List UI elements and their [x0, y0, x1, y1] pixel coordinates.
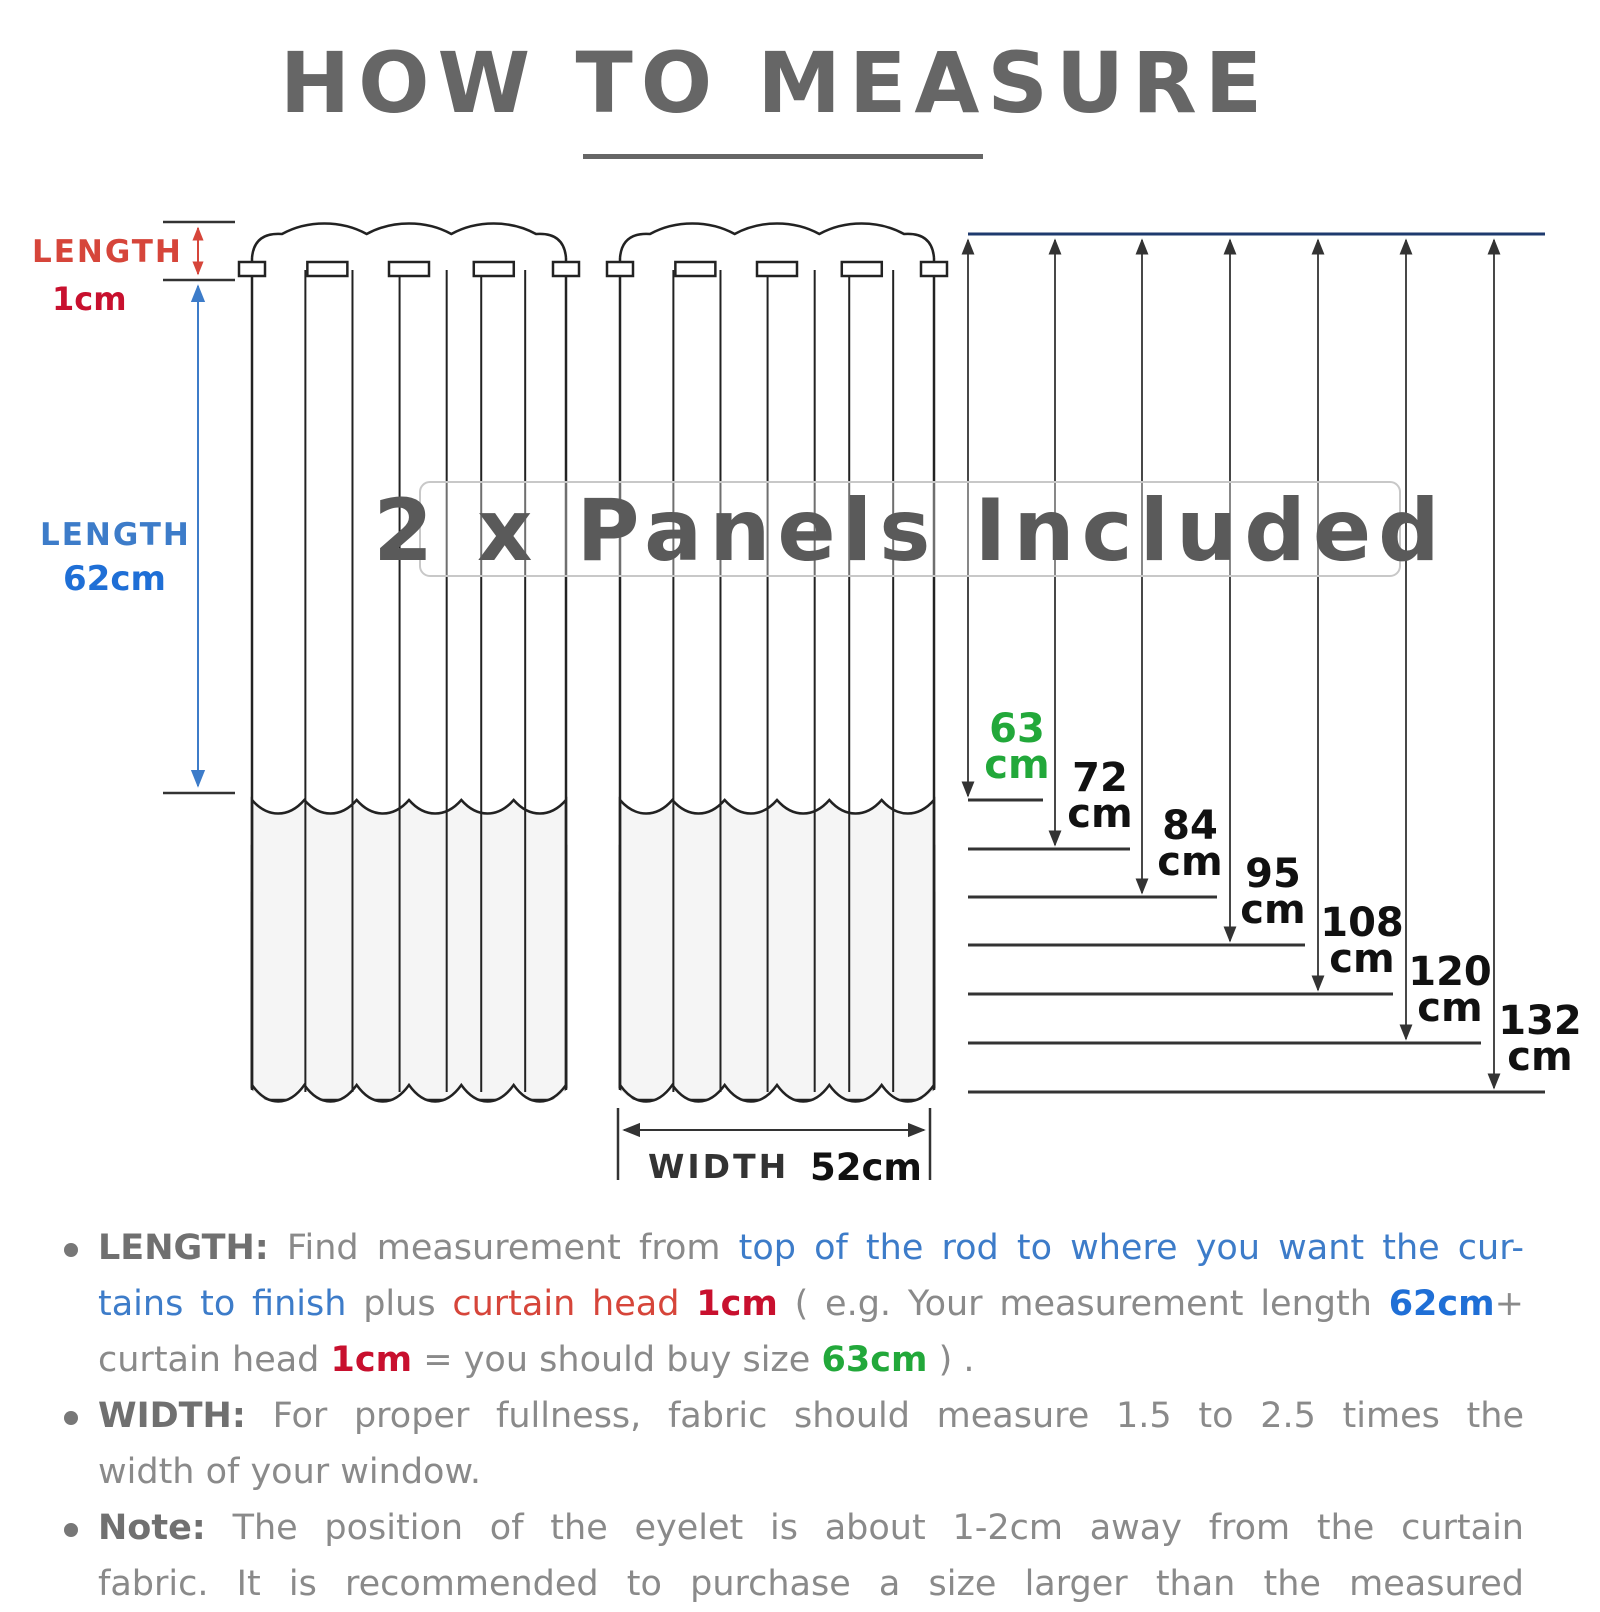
fabric-band: [620, 800, 934, 1100]
length-note-plus: +: [1494, 1284, 1524, 1324]
head-length-value: 1cm: [52, 280, 127, 318]
grommet: [842, 262, 882, 276]
panel-heading: [620, 224, 934, 259]
banner-text: 2 x Panels Included: [373, 481, 1447, 581]
grommet: [474, 262, 514, 276]
length-note-line-3: [98, 1332, 1524, 1388]
main-length-value: 62cm: [63, 559, 166, 599]
length-note-label: LENGTH:: [98, 1228, 269, 1268]
size-option-unit: cm: [1067, 791, 1133, 837]
curtain-panel: [607, 224, 947, 1111]
grommet: [921, 262, 947, 276]
size-option-number: 95: [1245, 851, 1301, 897]
size-option-unit: cm: [1157, 839, 1223, 885]
eyelet-note-line-2: fabric. It is recommended to purchase a size larger than the measured: [98, 1564, 1524, 1604]
length-note-text-5: = you should buy size: [423, 1340, 811, 1380]
panel-heading: [252, 224, 566, 259]
page-title: HOW TO MEASURE: [279, 34, 1271, 132]
size-option-number: 84: [1162, 803, 1218, 849]
eyelet-note: [56, 1500, 1524, 1612]
length-note-text: Find measurement from: [286, 1228, 721, 1268]
size-option-number: 120: [1408, 949, 1492, 995]
curtain-panels: [239, 224, 947, 1111]
eyelet-note-label: Note:: [98, 1508, 206, 1548]
title-underline: [583, 154, 983, 159]
grommet: [553, 262, 579, 276]
size-option-unit: cm: [1507, 1034, 1573, 1080]
length-note-text-2: plus: [363, 1284, 436, 1324]
curtain-panel: [239, 224, 579, 1111]
grommet: [675, 262, 715, 276]
head-length-label: LENGTH: [32, 234, 183, 270]
size-option-number: 72: [1072, 755, 1128, 801]
bullet-icon: [64, 1411, 78, 1425]
size-options: [968, 234, 1582, 1092]
panels-included-banner: [373, 481, 1446, 581]
grommet: [757, 262, 797, 276]
bullet-icon: [64, 1243, 78, 1257]
width-label: WIDTH: [648, 1147, 790, 1186]
size-option-unit: cm: [1329, 936, 1395, 982]
size-option: [968, 240, 1306, 945]
width-note-text: For proper fullness, fabric should measure 1.5 to 2.5 times the: [272, 1396, 1524, 1436]
length-note-line-1: [98, 1220, 1524, 1276]
main-length-label: LENGTH: [40, 517, 191, 553]
eyelet-note-line-1: [98, 1500, 1524, 1556]
length-note-highlight-2: tains to finish: [98, 1284, 347, 1324]
length-note-text-4: curtain head: [98, 1340, 320, 1380]
width-note: [56, 1388, 1524, 1500]
length-note-end: ) .: [938, 1340, 975, 1380]
width-note-label: WIDTH:: [98, 1396, 246, 1436]
grommet: [239, 262, 265, 276]
size-option-number: 108: [1320, 900, 1404, 946]
width-note-line-1: [98, 1388, 1524, 1444]
grommet: [607, 262, 633, 276]
length-note-head-value: 1cm: [696, 1284, 778, 1324]
size-option-number: 132: [1498, 998, 1582, 1044]
width-note-line-2: width of your window.: [98, 1452, 481, 1492]
width-value: 52cm: [810, 1146, 922, 1189]
size-option-unit: cm: [1417, 985, 1483, 1031]
length-note-head: curtain head: [452, 1284, 680, 1324]
grommet: [307, 262, 347, 276]
size-option-unit: cm: [1240, 887, 1306, 933]
size-option-unit: cm: [984, 742, 1050, 788]
length-note-head-value-2: 1cm: [330, 1340, 413, 1380]
bullet-icon: [64, 1523, 78, 1537]
length-note-line-2: [98, 1276, 1524, 1332]
length-note-example: ( e.g. Your measurement length: [794, 1284, 1372, 1324]
grommet: [389, 262, 429, 276]
fabric-band: [252, 800, 566, 1100]
eyelet-note-text: The position of the eyelet is about 1-2cm away from the curtain: [232, 1508, 1524, 1548]
length-note: [56, 1220, 1524, 1388]
length-note-buy-size: 63cm: [821, 1340, 928, 1380]
measuring-notes: [56, 1220, 1524, 1612]
length-note-highlight: top of the rod to where you want the cur-: [738, 1228, 1524, 1268]
length-note-measured-value: 62cm: [1388, 1284, 1495, 1324]
size-option-number: 63: [989, 706, 1045, 752]
